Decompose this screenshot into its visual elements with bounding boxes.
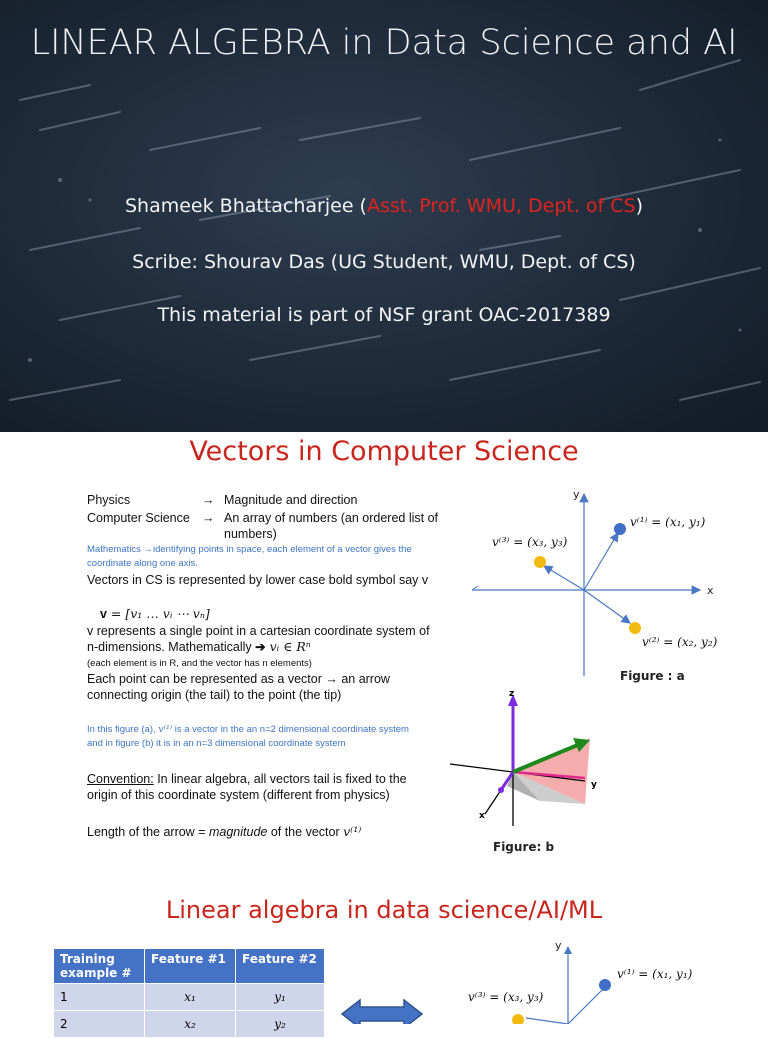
ml-v1-label: v⁽¹⁾ = (x₁, y₁) — [617, 967, 693, 981]
figure-note-b: is a vector in the an n=2 dimensional coordinate system and in figure (b) it is in an n=3 dimensional coordinate system — [87, 724, 409, 749]
cell: 2 — [54, 1011, 145, 1038]
ml-2d-plot — [460, 938, 760, 1024]
author-name: Shameek Bhattacharjee ( — [124, 195, 367, 217]
fig-a-v1-label: v⁽¹⁾ = (x₁, y₁) — [630, 515, 706, 529]
scribe-line: Scribe: Shourav Das (UG Student, WMU, Dept. of CS) — [132, 251, 636, 273]
vector-symbol: v — [100, 607, 107, 621]
author-close: ) — [635, 195, 644, 217]
fig-b-x-label: x — [479, 811, 485, 821]
fig-a-y-label: y — [573, 488, 580, 501]
vector-components: = [v₁ … vᵢ ⋯ vₙ] — [106, 606, 210, 621]
figure-b-caption: Figure: b — [493, 840, 555, 854]
header-training: Training example # — [54, 949, 145, 984]
vectors-title: Vectors in Computer Science — [189, 436, 579, 467]
figure-note — [87, 723, 422, 751]
figure-b-3d-plot — [445, 686, 605, 836]
fig-a-v3-label: v⁽³⁾ = (x₃, y₃) — [492, 535, 568, 549]
cell: y₂ — [236, 1011, 325, 1038]
point-v3 — [534, 556, 546, 568]
convention-body: In linear algebra, all vectors tail is fixed to the origin of this coordinate system (different from physics) — [87, 772, 407, 802]
convention-text — [87, 771, 432, 803]
represents-body: v represents a single point in a cartesian coordinate system of n-dimensions. Mathematically — [87, 624, 430, 654]
grant-line: This material is part of NSF grant OAC-2017389 — [157, 304, 611, 326]
each-element-note: (each element is in R, and the vector has n elements) — [87, 658, 312, 669]
figure-note-vector: v⁽¹⁾ — [158, 724, 173, 735]
fig-a-x-label: x — [707, 584, 714, 597]
training-table — [53, 948, 325, 1038]
table-header-row — [54, 949, 325, 984]
cell: y₁ — [236, 984, 325, 1011]
ml-title: Linear algebra in data science/AI/ML — [165, 896, 603, 924]
slide-title: LINEAR ALGEBRA in Data Science and AI — [30, 23, 738, 63]
vector-v1-arrow — [584, 533, 618, 590]
length-magnitude: magnitude — [208, 825, 268, 839]
figure-a-caption: Figure : a — [620, 669, 685, 683]
physics-label: Physics — [87, 493, 131, 507]
author-line — [0, 195, 768, 217]
ml-point-v1 — [599, 979, 611, 991]
ml-point-v3 — [512, 1014, 524, 1024]
vector-equation — [100, 606, 210, 622]
header-feature-1: Feature #1 — [145, 949, 236, 984]
physics-value: Magnitude and direction — [224, 493, 358, 507]
header-feature-2: Feature #2 — [236, 949, 325, 984]
cell: x₁ — [145, 984, 236, 1011]
ml-v3-label: v⁽³⁾ = (x₃, y₃) — [468, 990, 544, 1004]
cs-value: An array of numbers (an ordered list of numbers) — [224, 511, 438, 541]
fig-b-y-label: y — [591, 780, 597, 790]
point-v2 — [629, 622, 641, 634]
cell: 1 — [54, 984, 145, 1011]
vector-v2-arrow — [584, 590, 630, 623]
cell: x₂ — [145, 1011, 236, 1038]
fig-b-z-label: z — [509, 689, 515, 699]
figure-note-a: In this figure (a), — [87, 724, 159, 735]
math-note: Mathematics →identifying points in space, each element of a vector gives the coordinate along one axis. — [87, 544, 412, 569]
ml-y-label: y — [555, 939, 562, 952]
table-row — [54, 1011, 325, 1038]
title-slide — [0, 0, 768, 432]
table-row — [54, 984, 325, 1011]
physics-arrow: → — [202, 493, 215, 507]
point-v1 — [614, 523, 626, 535]
double-arrow-icon — [340, 998, 424, 1024]
length-c: of the vector — [267, 825, 344, 839]
each-point-text: Each point can be represented as a vector → an arrow connecting origin (the tail) to the point (the tip) — [87, 672, 390, 702]
convention-label: Convention: — [87, 772, 154, 786]
length-text — [87, 824, 361, 840]
vector-v3-arrow — [544, 566, 584, 590]
cs-label: Computer Science — [87, 511, 190, 525]
fig-a-v2-label: v⁽²⁾ = (x₂, y₂) — [642, 635, 718, 649]
length-a: Length of the arrow = — [87, 825, 209, 839]
represents-math: vᵢ ∈ Rⁿ — [265, 639, 311, 654]
figure-a-2d-plot — [460, 486, 760, 686]
cs-arrow: → — [202, 511, 215, 525]
length-vector: v⁽¹⁾ — [343, 824, 362, 839]
author-role: Asst. Prof. WMU, Dept. of CS — [366, 195, 636, 217]
represents-text: v represents a single point in a cartesian coordinate system of n-dimensions. Mathematically ➔ vᵢ ∈ Rⁿ — [87, 624, 430, 654]
vectors-cs-text: Vectors in CS is represented by lower case bold symbol say v — [87, 573, 429, 587]
